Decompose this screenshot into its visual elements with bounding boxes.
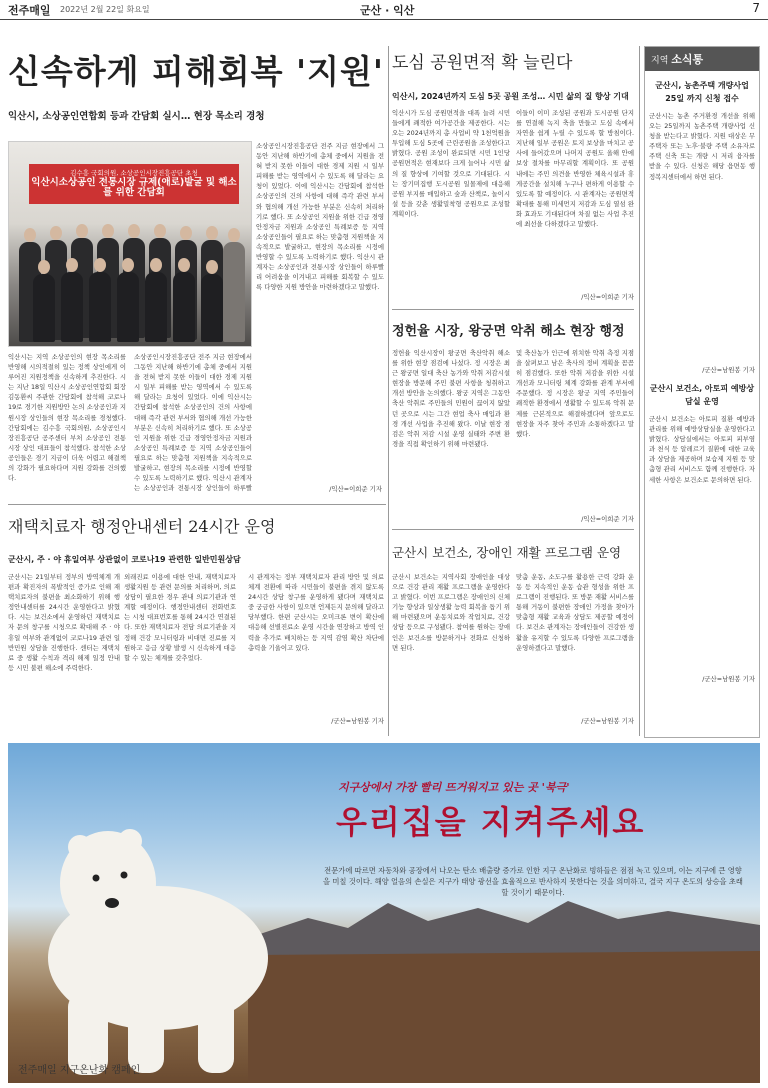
article4-col1: 군산시는 21일부터 정부의 방역체계 개편과 확진자의 폭발적인 증가로 인해 재택치료자의 불편을 최소화하기 위해 행정안내센터를 24시간 운영한다고 밝혔다. 시는 보건소에서 운영하던 재택치료자 문의 창구를 시청으로 확대해 주 · 야 휴일 여부와 관계없이 코로나19 관련 일반민원 상담을 진행한다. 센터는 재택치료 중 생활 수칙과 격리 해제 일정 안내 등 시민 불편 해소에 주력한다. [8,573,120,672]
group-of-people [15,212,247,342]
sidebar-news2-byline: /군산=남원봉 기자 [702,675,755,683]
sidebar-label-small: 지역 [651,56,669,66]
headline-odor-field-admin: 정헌율 시장, 왕궁면 악취 해소 현장 행정 [392,324,625,339]
sidebar-news1-body: 군산시는 농촌 주거환경 개선을 위해 오는 25일까지 농촌주택 개량사업 신청을 받는다고 밝혔다. 지원 대상은 무주택자 또는 노후·불량 주택 소유자로 주택 신축 또는 개량 시 저리 융자를 받을 수 있다. 신청은 해당 읍면동 행정복지센터에서 하면 된다. [649,112,755,181]
article3-byline: /익산=이희준 기자 [581,515,634,523]
article4-byline: /군산=남원봉 기자 [331,717,384,725]
banner-top-text: 김수흥 국회의원, 소상공인시장진흥공단 초청 [70,169,198,177]
page-header [0,0,768,20]
article5-byline: /군산=남원봉 기자 [581,717,634,725]
paper-logo: 전주매일 [8,4,51,17]
article1-col2: 소상공인시장진흥공단 전주 지금 현장에서 그동안 지난해 하반기에 총체 중에서 지원을 전혀 받지 못한 이들이 대한 경제 지원 시 일부 피해를 받는 영역에서 수 있도록 해 달라는 요청이 있었다. 이에 익산시는 간담회에 참석한 소상공인의 건의 사항에 대해 즉각 관련 부서와 협의해 개선 가능한 부분은 신속히 처리하기로 했다. 또 소상공인 지원을 위한 긴급 경영안정자금 지원과 소상공인 특례보증 등 지역 소상공인들이 필요로 하는 맞춤형 지원책을 지속적으로 발굴하고, 현장의 목소리를 시정에 반영할 수 있도록 노력하기로 했다. 익산시 관계자는 소상공인과 전통시장 상인들이 하루빨 [134,353,252,492]
ad-main-slogan: 우리집을 지켜주세요 [336,803,646,841]
article4-col3: 시 관계자는 정부 재택치료자 관리 방안 및 의료체계 전환에 따라 시민들이 불편을 겪지 않도록 24시간 상담 창구를 운영하게 됐다며 재택치료 중 궁금한 사항이 있으면 언제든지 문의해 달라고 당부했다. 한편 군산시는 오미크론 변이 확산에 대응해 선별진료소 운영 시간을 연장하고 방역 인력을 추가로 배치하는 등 지역 감염 확산 차단에 총력을 기울이고 있다. [248,573,384,652]
issue-date: 2022년 2월 22일 화요일 [60,5,150,14]
polar-bear [48,829,268,1075]
subhead-park-expansion: 익산시, 2024년까지 도심 5곳 공원 조성… 시민 삶의 질 향상 기대 [392,92,629,101]
headline-rehab-program: 군산시 보건소, 장애인 재활 프로그램 운영 [392,545,622,560]
climate-campaign-ad [8,743,760,1083]
article1-byline: /익산=이희준 기자 [329,485,382,493]
headline-home-treatment-center: 재택치료자 행정안내센터 24시간 운영 [8,517,276,536]
photo-banner [29,164,239,204]
subhead-recovery-support: 익산시, 소상공인연합회 등과 간담회 실시… 현장 목소리 경청 [8,111,265,122]
ad-body-text: 전문가에 따르면 자동차와 공장에서 나오는 탄소 배출량 증가로 인한 지구 온난화로 빙하들은 점점 녹고 있으며, 이는 지구에 큰 영향을 미칠 것이다. 해양 얼음의 손실은 지구가 태양 광선을 효율적으로 반사하지 못한다는 것을 의미하고, 결국 지구 온도의 상승을 초래할 것이기 때문이다. [323,866,743,897]
sidebar-news1-byline: /군산=남원봉 기자 [702,366,755,374]
page-number: 7 [752,1,760,15]
banner-main-text: 익산시소상공인 전통시장 규제(애로)발굴 및 해소를 위한 간담회 [31,177,237,198]
sidebar-header [645,47,759,71]
sidebar-news2-body: 군산시 보건소는 아토피 질환 예방과 관리를 위해 예방상담실을 운영한다고 밝혔다. 상담실에서는 아토피 피부염과 천식 등 알레르기 질환에 대한 교육과 상담을 제공하며 보습제 지원 등 맞춤형 관리 서비스도 함께 진행한다. 자세한 사항은 보건소로 문의하면 된다. [649,415,755,484]
article3-col2: 및 축산농가 인근에 위치한 악취 측정 지점을 살펴보고 남은 축사의 정비 계획을 꼼꼼히 점검했다. 또한 악취 저감을 위한 시설 개선과 모니터링 체계 강화를 관계 부서에 주문했다. 정 시장은 왕궁 지역 주민들이 쾌적한 환경에서 생활할 수 있도록 악취 문제를 근본적으로 해결하겠다며 앞으로도 현장을 자주 찾아 주민과 소통하겠다고 말했다. [516,349,634,438]
ad-footer: 전주매일 지구온난화 캠페인 [18,1065,141,1076]
article1-col-right-top: 소상공인시장진흥공단 전주 지금 현장에서 그동안 지난해 하반기에 총체 중에서 지원을 전혀 받지 못한 이들이 대한 경제 지원 시 일부 피해를 받는 영역에서 수 있도록 해 달라는 요청이 있었다. 이에 익산시는 간담회에 참석한 소상공인의 건의 사항에 대해 즉각 관련 부서와 협의해 개선 가능한 부분은 신속히 처리하기로 했다. 또 소상공인 지원을 위한 긴급 경영안정자금 지원과 소상공인 특례보증 등 지역 소상공인들이 필요로 하는 맞춤형 지원책을 지속적으로 발굴하고, 현장의 목소리를 시정에 반영할 수 있도록 노력하기로 했다. 익산시 관계자는 소상공인과 전통시장 상인들이 하루빨리 어려움을 이겨내고 피해를 회복할 수 있도록 다양한 지원 방안을 마련하겠다고 말했다. [256,142,384,292]
article2-byline: /익산=이희준 기자 [581,293,634,301]
ad-subtitle: 지구상에서 가장 빨리 뜨거워지고 있는 곳 '북극' [338,781,570,794]
article2-col1: 익산시가 도심 공원면적을 대폭 늘려 시민들에게 쾌적한 여가공간을 제공한다. 시는 오는 2024년까지 총 사업비 약 1천억원을 투입해 도심 5곳에 근린공원을 조성한다고 밝혔다. 공원 조성이 완료되면 시민 1인당 공원면적은 현재보다 크게 늘어나 시민 삶의 질 향상에 기여할 것으로 기대된다. 시는 장기미집행 도시공원 일몰제에 대응해 공원 부지를 매입하고 숲과 산책로, 놀이시설 등을 갖춘 생활밀착형 공원으로 조성할 계획이다. [392,109,510,218]
article1-col1: 익산시는 지역 소상공인의 현장 목소리를 반영해 시의적절히 있는 정책 상인에게 이루어진 지원정책을 신속하게 추진한다. 시는 지난 18일 익산시 소상공인연합회 회장 김동환씨 주관한 간담회에 참석해 코로나19로 경기한 지원방안 논의 소상공인과 지원시장 상인들의 현장 목소리를 경청했다. 간담회에는 김수흥 국회의원, 소상공인시장진흥공단 공주센터 부처 소상공인 전통시장 상인 대표들이 참석했다. 참석한 소상공인들은 경기 지금이 더욱 어렵고 해결책의 강화가 필요하다며 지원 강화를 건의했다. [8,353,126,483]
article5-col2: 맞춤 운동, 소도구를 활용한 근력 강화 운동 등 지속적인 운동 습관 형성을 위한 프로그램이 진행된다. 또 방문 재활 서비스를 통해 거동이 불편한 장애인 가정을 찾아가 맞춤형 재활 교육과 상담도 제공할 예정이다. 보건소 관계자는 장애인들이 건강한 생활을 유지할 수 있도록 다양한 프로그램을 운영하겠다고 말했다. [516,573,634,652]
article4-col2: 외래진료 이용에 대한 안내, 재택치료자 생활지원 등 관련 문의를 처리하며, 의료 상담이 필요한 경우 관내 의료기관과 연계할 예정이다. 행정안내센터 전화번호는 시청 대표번호를 통해 24시간 연결된다. 또한 재택치료자 전담 의료기관을 지정해 건강 모니터링과 비대면 진료를 지원하고 응급 상황 발생 시 신속하게 대응할 수 있는 체계를 갖추었다. [124,573,236,662]
article2-col2: 이들이 이미 조성된 공원과 도시공원 단지를 연결해 녹지 축을 만들고 도심 속에서 자연을 쉽게 누릴 수 있도록 할 방침이다. 지난해 일부 공원은 토지 보상을 마치고 공사에 들어갔으며 나머지 공원도 올해 안에 보상 절차를 마무리할 계획이다. 또 공원 내에는 주민 의견을 반영한 체육시설과 휴게공간을 설치해 누구나 편하게 이용할 수 있도록 할 예정이다. 시 관계자는 공원면적 확대를 통해 미세먼지 저감과 도심 열섬 완화 효과도 기대된다며 차질 없는 사업 추진에 최선을 다하겠다고 말했다. [516,109,634,229]
sidebar-news1-title: 군산시, 농촌주택 개량사업 25일 까지 신청 접수 [655,81,749,103]
headline-park-expansion: 도심 공원면적 확 늘린다 [392,53,573,73]
meeting-photo [8,141,252,347]
sidebar-news2-title: 군산시 보건소, 아토피 예방상담실 운영 [649,384,755,406]
section-title: 군산 · 익산 [360,4,415,17]
local-news-sidebar [644,46,760,738]
subhead-home-treatment-center: 군산시, 주 · 야 휴일여부 상관없이 코로나19 관련한 일반민원상담 [8,555,241,564]
article3-col1: 정헌율 익산시장이 왕궁면 축산악취 해소를 위한 현장 점검에 나섰다. 정 시장은 최근 왕궁면 일대 축산 농가와 악취 저감시설 현장을 방문해 주민 불편 사항을 청취하고 개선 방안을 논의했다. 왕궁 지역은 그동안 축산 악취로 주민들의 민원이 끊이지 않았던 곳으로 시는 그간 현업 축사 매입과 환경 개선 사업을 추진해 왔다. 이날 현장 점검은 악취 저감 시설 운영 실태와 주변 환경을 직접 확인하기 위해 마련됐다. [392,349,510,448]
headline-recovery-support: 신속하게 피해회복 '지원' [8,52,384,91]
article5-col1: 군산시 보건소는 지역사회 장애인을 대상으로 건강 관리 재활 프로그램을 운영한다고 밝혔다. 이번 프로그램은 장애인의 신체 기능 향상과 일상생활 능력 회복을 돕기 위해 마련됐으며 운동치료와 작업치료, 건강 상담 등으로 구성됐다. 참여를 원하는 장애인은 보건소를 방문하거나 전화로 신청하면 된다. [392,573,510,652]
sidebar-label-big: 소식통 [671,53,704,66]
